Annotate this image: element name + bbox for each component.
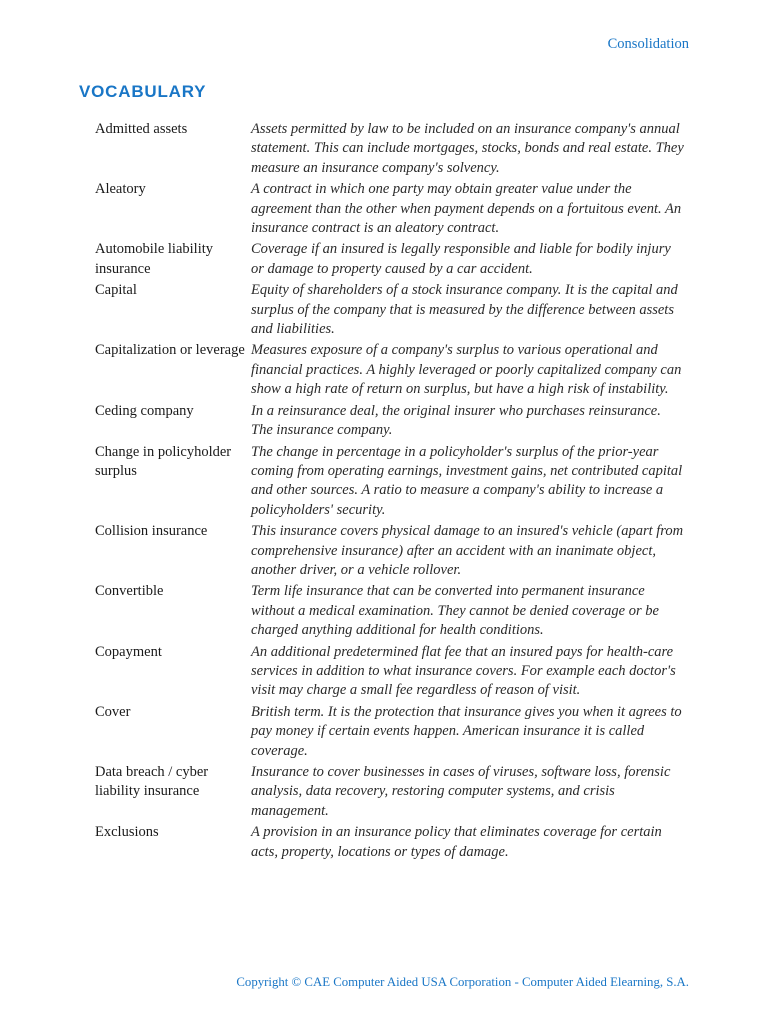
entry-term: Capitalization or leverage bbox=[95, 342, 245, 359]
entry-term: Ceding company bbox=[95, 402, 194, 419]
vocabulary-entry bbox=[95, 522, 685, 580]
entry-term: Cover bbox=[95, 703, 131, 720]
entry-definition: In a reinsurance deal, the original insurer who purchases reinsurance. The insurance company. bbox=[251, 402, 661, 439]
page-header-title: Consolidation bbox=[607, 36, 689, 52]
entry-definition: Coverage if an insured is legally responsible and liable for bodily injury or damage to property caused by a car accident. bbox=[251, 241, 671, 277]
entry-term: Change in policyholder surplus bbox=[95, 443, 232, 479]
entry-definition: The change in percentage in a policyholder's surplus of the prior-year coming from operating earnings, investment gains, net contributed capital and other sources. A ratio to measure a company's ability to increase a policyholders' security. bbox=[251, 443, 683, 518]
entry-term: Copayment bbox=[95, 643, 162, 660]
entry-definition: Insurance to cover businesses in cases of viruses, software loss, forensic analysis, data recovery, restoring computer systems, and crisis management. bbox=[251, 764, 671, 819]
entry-term: Convertible bbox=[95, 583, 164, 600]
entry-definition: A provision in an insurance policy that eliminates coverage for certain acts, property, locations or types of damage. bbox=[251, 824, 662, 860]
vocabulary-list bbox=[95, 120, 685, 864]
entry-definition: Measures exposure of a company's surplus to various operational and financial practices. A highly leveraged or poorly capitalized company can show a high rate of return on surplus, but have a high risk of instability. bbox=[251, 342, 682, 398]
vocabulary-entry bbox=[95, 823, 685, 862]
entry-definition: Assets permitted by law to be included on an insurance company's annual statement. This can include mortgages, stocks, bonds and real estate. They measure an insurance company's solvency. bbox=[251, 121, 684, 176]
entry-term: Automobile liability insurance bbox=[95, 241, 214, 277]
entry-definition: A contract in which one party may obtain greater value under the agreement than the other when payment depends on a fortuitous event. An insurance contract is an aleatory contract. bbox=[251, 181, 682, 237]
vocabulary-entry bbox=[95, 120, 685, 178]
entry-definition: An additional predetermined flat fee that an insured pays for health-care services in addition to what insurance covers. For example each doctor's visit may charge a small fee regardless of reason of visit. bbox=[251, 643, 676, 699]
entry-definition: This insurance covers physical damage to an insured's vehicle (apart from comprehensive insurance) after an accident with an inanimate object, another driver, or a vehicle rollover. bbox=[251, 523, 684, 578]
vocabulary-entry bbox=[95, 402, 685, 441]
entry-term: Capital bbox=[95, 282, 137, 299]
entry-definition: Term life insurance that can be converted into permanent insurance without a medical examination. They cannot be denied coverage or be charged anything additional for health conditions. bbox=[251, 583, 659, 639]
entry-term: Exclusions bbox=[95, 824, 159, 841]
vocabulary-entry bbox=[95, 341, 685, 399]
vocabulary-entry bbox=[95, 281, 685, 339]
entry-term: Admitted assets bbox=[95, 121, 188, 137]
copyright-footer: Copyright © CAE Computer Aided USA Corporation - Computer Aided Elearning, S.A. bbox=[236, 975, 689, 989]
vocabulary-entry bbox=[95, 582, 685, 640]
section-heading: VOCABULARY bbox=[79, 82, 207, 101]
entry-term: Aleatory bbox=[95, 181, 146, 198]
entry-definition: British term. It is the protection that insurance gives you when it agrees to pay money if certain events happen. American insurance it is called coverage. bbox=[251, 703, 682, 759]
entry-term: Collision insurance bbox=[95, 523, 208, 540]
entry-term: Data breach / cyber liability insurance bbox=[95, 764, 209, 800]
entry-definition: Equity of shareholders of a stock insurance company. It is the capital and surplus of the company that is measured by the difference between assets and liabilities. bbox=[251, 282, 678, 338]
vocabulary-entry bbox=[95, 763, 685, 821]
vocabulary-entry bbox=[95, 180, 685, 238]
vocabulary-entry bbox=[95, 240, 685, 279]
vocabulary-entry bbox=[95, 643, 685, 701]
vocabulary-entry bbox=[95, 443, 685, 521]
vocabulary-entry bbox=[95, 703, 685, 761]
